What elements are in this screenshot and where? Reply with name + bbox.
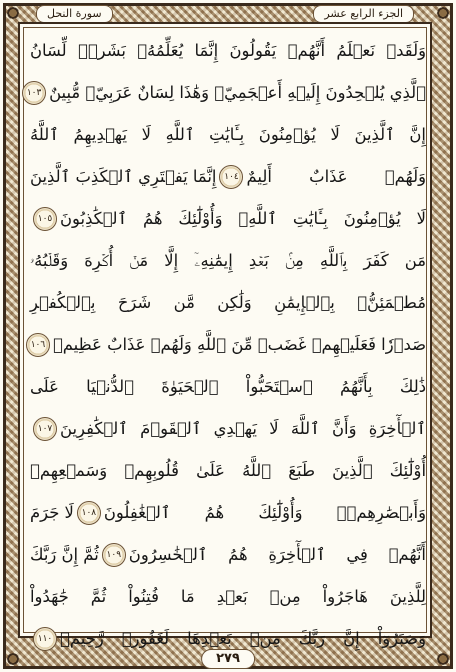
ayah-number-marker: ١٠٦ [26, 333, 50, 357]
text-line [30, 282, 426, 324]
text-line [30, 156, 426, 198]
text-line [30, 576, 426, 618]
verse-text: إِنَّ ٱلَّذِينَ لَا يُؤۡمِنُونَ بِـَٔايَٰتِ ٱللَّهِ لَا يَهۡدِيهِمُ ٱللَّهُ [30, 125, 426, 144]
text-line [26, 72, 426, 114]
verse-text: ٱلۡأٓخِرَةِ وَأَنَّ ٱللَّهَ لَا يَهۡدِي ٱلۡقَوۡمَ ٱلۡكَٰفِرِينَ [60, 419, 426, 438]
text-line [30, 198, 426, 240]
text-line [30, 240, 426, 282]
ayah-number-marker: ١١٠ [33, 627, 57, 651]
text-line [30, 114, 426, 156]
ayah-number-marker: ١٠٧ [33, 417, 57, 441]
text-line [30, 366, 426, 408]
corner-ornament [434, 4, 452, 22]
juz-name: الجزء الرابع عشر [313, 5, 414, 23]
verse-text: لَا جَرَمَ [30, 503, 74, 522]
verse-text: لَا يُؤۡمِنُونَ بِـَٔايَٰتِ ٱللَّهِۖ وَأُوْلَٰٓئِكَ هُمُ ٱلۡكَٰذِبُونَ [60, 209, 426, 228]
surah-name: سورة النحل [36, 5, 113, 23]
ayah-number-marker: ١٠٨ [77, 501, 101, 525]
verse-text: صَدۡرٗا فَعَلَيۡهِمۡ غَضَبٞ مِّنَ ٱللَّهِ وَلَهُمۡ عَذَابٌ عَظِيمٞ [52, 335, 426, 354]
verse-text: إِنَّمَا يَفۡتَرِي ٱلۡكَذِبَ ٱلَّذِينَ [30, 167, 217, 186]
verse-text: لِلَّذِينَ هَاجَرُواْ مِنۢ بَعۡدِ مَا فُتِنُواْ ثُمَّ جَٰهَدُواْ [30, 587, 426, 606]
text-line [30, 492, 426, 534]
verse-text: ثُمَّ إِنَّ رَبَّكَ [30, 545, 99, 564]
verse-text: وَلَهُمۡ عَذَابٌ أَلِيمٌ [246, 167, 426, 186]
verse-text: أُوْلَٰٓئِكَ ٱلَّذِينَ طَبَعَ ٱللَّهُ عَلَىٰ قُلُوبِهِمۡ وَسَمۡعِهِمۡ [30, 461, 426, 480]
corner-ornament [4, 650, 22, 668]
ayah-number-marker: ١٠٤ [219, 165, 243, 189]
ayah-number-marker: ١٠٥ [33, 207, 57, 231]
text-line [30, 534, 426, 576]
verse-text: وَصَبَرُوٓاْ إِنَّ رَبَّكَ مِنۢ بَعۡدِهَا لَغَفُورٞ رَّحِيمٞ [60, 629, 426, 648]
corner-ornament [4, 4, 22, 22]
corner-ornament [434, 650, 452, 668]
ayah-number-marker: ١٠٣ [22, 81, 46, 105]
page-number: ٢٧٩ [201, 649, 255, 669]
ayah-number-marker: ١٠٩ [102, 543, 126, 567]
verse-text: مَن كَفَرَ بِٱللَّهِ مِنۢ بَعۡدِ إِيمَٰنِهِۦٓ إِلَّا مَنۡ أُكۡرِهَ وَقَلۡبُهُۥ [30, 251, 426, 270]
text-line [30, 450, 426, 492]
verse-text: أَنَّهُمۡ فِي ٱلۡأٓخِرَةِ هُمُ ٱلۡخَٰسِرُونَ [128, 545, 426, 564]
text-line [30, 408, 426, 450]
verse-text: وَلَقَدۡ نَعۡلَمُ أَنَّهُمۡ يَقُولُونَ إِنَّمَا يُعَلِّمُهُۥ بَشَرٞۗ لِّسَانُ [30, 41, 426, 60]
verse-text: مُطۡمَئِنُّۢ بِٱلۡإِيمَٰنِ وَلَٰكِن مَّن شَرَحَ بِٱلۡكُفۡرِ [30, 293, 426, 312]
text-line [30, 324, 426, 366]
quran-text [26, 30, 426, 648]
text-line [30, 30, 426, 72]
verse-text: ٱلَّذِي يُلۡحِدُونَ إِلَيۡهِ أَعۡجَمِيّٞ وَهَٰذَا لِسَانٌ عَرَبِيّٞ مُّبِينٌ [49, 83, 426, 102]
verse-text: ذَٰلِكَ بِأَنَّهُمُ ٱسۡتَحَبُّواْ ٱلۡحَيَوٰةَ ٱلدُّنۡيَا عَلَى [30, 377, 426, 396]
verse-text: وَأَبۡصَٰرِهِمۡۖ وَأُوْلَٰٓئِكَ هُمُ ٱلۡغَٰفِلُونَ [103, 503, 426, 522]
